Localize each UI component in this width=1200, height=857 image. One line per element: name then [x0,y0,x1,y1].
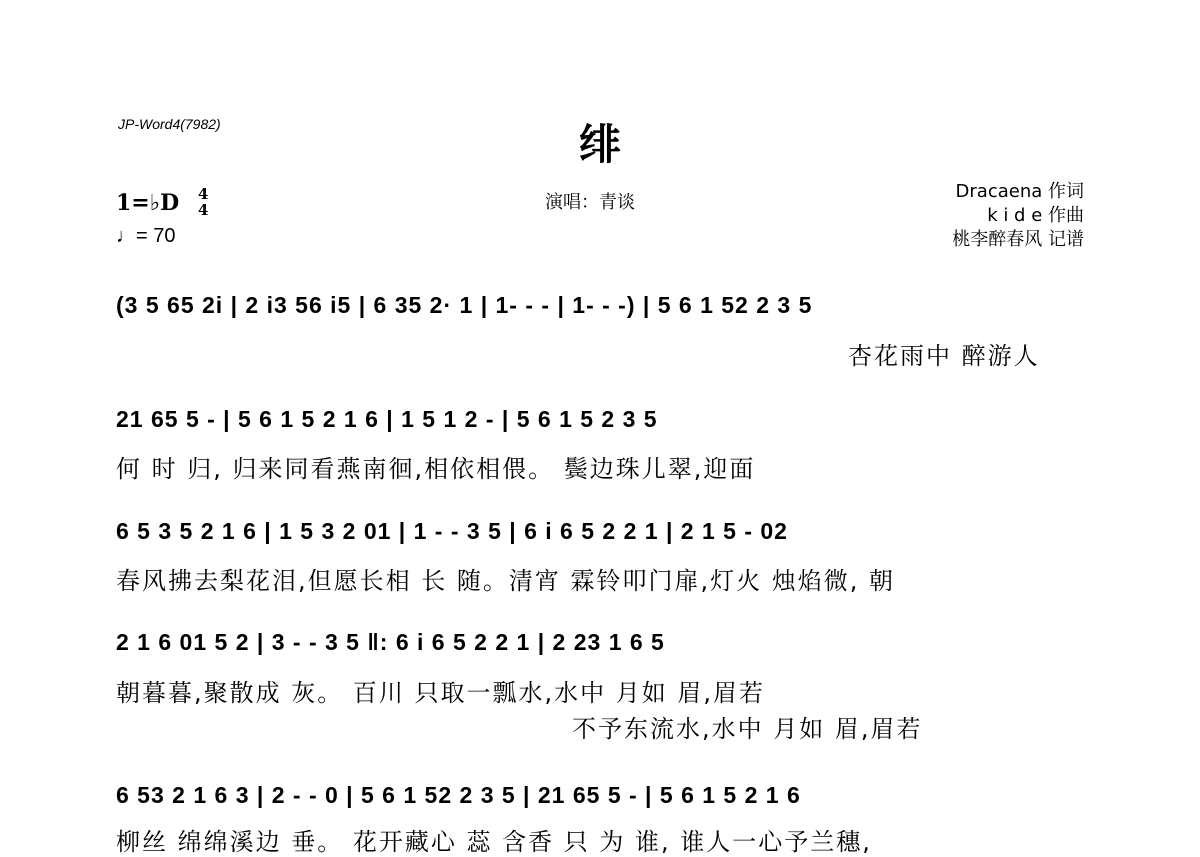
song-title: 绯 [578,120,621,169]
lyrics-line-4: 朝暮暮,聚散成 灰。 百川 只取一瓢水,水中 月如 眉,眉若 [116,679,766,707]
tempo-marking: ♩= 70 [116,225,176,247]
lyrics-line-3: 春风拂去梨花泪,但愿长相 长 随。清宵 霖铃叩门扉,灯火 烛焰微, 朝 [116,567,896,595]
composer-credit: k i d e 作曲 [987,205,1084,226]
lyrics-line-4-verse-2: 不予东流水,水中 月如 眉,眉若 [572,715,923,743]
notation-line-3: 6 5 3 5 2 1 6 | 1 5 3 2 01 | 1 - - 3 5 | 6 i 6 5 2 2 1 | 2 1 5 - 02 [116,518,788,544]
notation-line-1: (3 5 65 2i | 2 i3 56 i5 | 6 35 2· 1 | 1- - - | 1- - -) | 5 6 1 52 2 3 5 [116,292,813,318]
transcriber-credit: 桃李醉春风 记谱 [952,229,1084,250]
software-stamp: JP-Word4(7982) [118,116,221,132]
lyricist-credit: Dracaena 作词 [955,181,1084,202]
credits-block [952,180,1084,252]
notation-line-2: 21 65 5 - | 5 6 1 5 2 1 6 | 1 5 1 2 - | 5 6 1 5 2 3 5 [116,406,658,432]
time-signature [198,186,208,218]
notation-line-4: 2 1 6 01 5 2 | 3 - - 3 5 ‖: 6 i 6 5 2 2 1 | 2 23 1 6 5 [116,629,665,655]
singer-credit: 演唱：青谈 [545,192,635,213]
time-signature-bottom: 4 [198,201,209,219]
notation-line-5: 6 53 2 1 6 3 | 2 - - 0 | 5 6 1 52 2 3 5 | 21 65 5 - | 5 6 1 5 2 1 6 [116,782,801,808]
lyrics-line-1: 杏花雨中 醉游人 [848,342,1040,370]
lyrics-line-2: 何 时 归, 归来同看燕南徊,相依相偎。 鬓边珠儿翠,迎面 [116,455,756,483]
key-signature: 1=♭D [116,190,180,216]
time-signature-top: 4 [198,185,209,203]
lyrics-line-5: 柳丝 绵绵溪边 垂。 花开藏心 蕊 含香 只 为 谁, 谁人一心予兰穗, [116,828,872,856]
